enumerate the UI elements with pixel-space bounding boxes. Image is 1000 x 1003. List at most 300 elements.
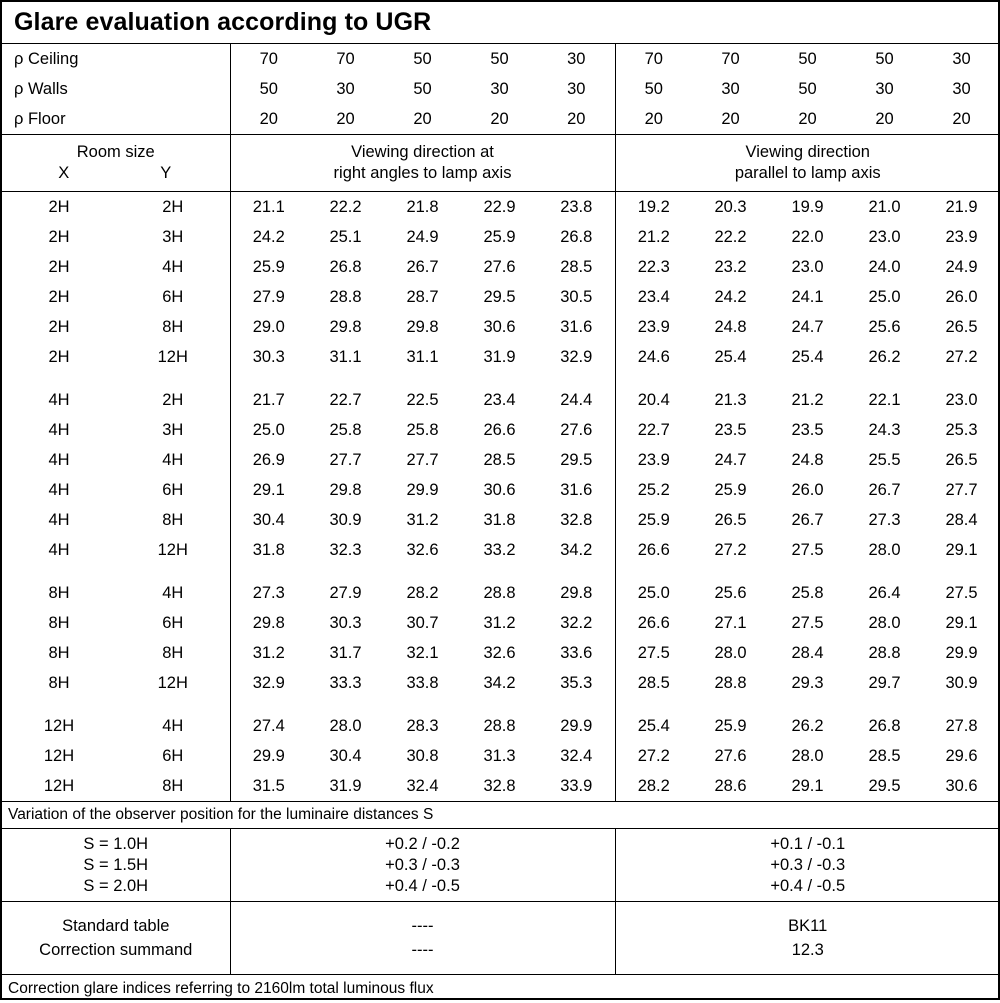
ugr-value-parallel: 26.0	[923, 282, 1000, 312]
ugr-value-parallel: 26.4	[846, 578, 923, 608]
table-row	[2, 44, 1000, 74]
ugr-value-perpendicular: 27.4	[230, 711, 307, 741]
spacer	[923, 565, 1000, 578]
room-size-x: 12H	[2, 771, 116, 801]
ugr-value-parallel: 24.2	[692, 282, 769, 312]
ugr-value-parallel: 27.2	[615, 741, 692, 771]
ugr-value-perpendicular: 32.8	[538, 505, 615, 535]
spacer	[307, 565, 384, 578]
ugr-value-parallel: 25.8	[769, 578, 846, 608]
room-size-x: 8H	[2, 578, 116, 608]
room-size-x-label: X	[14, 163, 114, 184]
room-size-y: 3H	[116, 415, 230, 445]
table-row	[2, 342, 1000, 372]
spacer	[846, 698, 923, 711]
room-size-y: 2H	[116, 192, 230, 222]
room-size-x: 2H	[2, 282, 116, 312]
ugr-value-parallel: 29.9	[923, 638, 1000, 668]
table-row	[2, 668, 1000, 698]
ugr-value-parallel: 28.4	[769, 638, 846, 668]
ugr-value-perpendicular: 21.8	[384, 192, 461, 222]
label-line-1: Viewing direction	[616, 142, 1000, 163]
ugr-value-perpendicular: 30.4	[230, 505, 307, 535]
ugr-value-perpendicular: 29.9	[384, 475, 461, 505]
label-line-2: right angles to lamp axis	[231, 163, 615, 184]
table-row	[2, 282, 1000, 312]
spacer	[116, 565, 230, 578]
spacer	[538, 565, 615, 578]
ugr-value-perpendicular: 26.9	[230, 445, 307, 475]
ugr-value-perpendicular: 25.1	[307, 222, 384, 252]
ugr-value-parallel: 27.3	[846, 505, 923, 535]
ugr-value-perpendicular: 25.0	[230, 415, 307, 445]
ugr-value-parallel: 21.3	[692, 385, 769, 415]
cell: 50	[615, 74, 692, 104]
spacer	[2, 372, 116, 385]
ugr-value-perpendicular: 28.8	[307, 282, 384, 312]
ugr-value-parallel: 21.9	[923, 192, 1000, 222]
ugr-value-perpendicular: 24.4	[538, 385, 615, 415]
spacer	[538, 372, 615, 385]
table-row	[2, 415, 1000, 445]
spacer	[923, 698, 1000, 711]
ugr-value-parallel: 23.2	[692, 252, 769, 282]
ugr-value-parallel: 25.9	[692, 711, 769, 741]
ugr-value-parallel: 24.1	[769, 282, 846, 312]
room-size-x: 8H	[2, 638, 116, 668]
ugr-value-parallel: 26.0	[769, 475, 846, 505]
spacer-row	[2, 372, 1000, 385]
ugr-value-perpendicular: 26.8	[538, 222, 615, 252]
cell: 50	[769, 44, 846, 74]
variation-values-perpendicular	[230, 829, 615, 902]
room-size-y: 6H	[116, 741, 230, 771]
spacer	[692, 698, 769, 711]
room-size-x: 4H	[2, 475, 116, 505]
ugr-value-perpendicular: 32.6	[384, 535, 461, 565]
cell: 20	[846, 104, 923, 135]
spacer	[692, 372, 769, 385]
variation-value: +0.4 / -0.5	[616, 876, 1000, 897]
spacer	[2, 565, 116, 578]
ugr-value-parallel: 20.4	[615, 385, 692, 415]
ugr-value-perpendicular: 29.8	[230, 608, 307, 638]
spacer	[384, 698, 461, 711]
ugr-value-perpendicular: 29.8	[384, 312, 461, 342]
spacer	[230, 565, 307, 578]
ugr-value-perpendicular: 30.8	[384, 741, 461, 771]
standard-value: ----	[231, 914, 615, 938]
room-size-title: Room size	[2, 142, 230, 163]
ugr-value-perpendicular: 22.9	[461, 192, 538, 222]
ugr-value-perpendicular: 22.2	[307, 192, 384, 222]
room-size-x: 12H	[2, 741, 116, 771]
spacer-row	[2, 698, 1000, 711]
variation-table	[2, 829, 1000, 975]
variation-note: Variation of the observer position for the luminaire distances S	[2, 802, 998, 828]
ugr-value-parallel: 25.3	[923, 415, 1000, 445]
cell: 20	[461, 104, 538, 135]
ugr-value-perpendicular: 27.6	[461, 252, 538, 282]
ugr-value-parallel: 29.1	[769, 771, 846, 801]
row-label-walls: ρ Walls	[2, 74, 230, 104]
room-size-y: 4H	[116, 252, 230, 282]
ugr-value-perpendicular: 34.2	[461, 668, 538, 698]
ugr-value-perpendicular: 22.5	[384, 385, 461, 415]
spacer	[538, 698, 615, 711]
cell: 20	[769, 104, 846, 135]
cell: 30	[923, 44, 1000, 74]
ugr-value-parallel: 23.9	[615, 312, 692, 342]
ugr-value-perpendicular: 26.6	[461, 415, 538, 445]
ugr-value-perpendicular: 25.8	[307, 415, 384, 445]
ugr-value-parallel: 26.7	[846, 475, 923, 505]
page-title: Glare evaluation according to UGR	[2, 2, 998, 43]
ugr-value-perpendicular: 31.2	[461, 608, 538, 638]
cell: 30	[846, 74, 923, 104]
ugr-value-perpendicular: 27.6	[538, 415, 615, 445]
ugr-value-perpendicular: 31.1	[307, 342, 384, 372]
ugr-value-perpendicular: 29.9	[230, 741, 307, 771]
ugr-value-parallel: 28.8	[846, 638, 923, 668]
table-row	[2, 771, 1000, 801]
ugr-value-perpendicular: 31.7	[307, 638, 384, 668]
ugr-value-parallel: 25.4	[692, 342, 769, 372]
cell: 70	[692, 44, 769, 74]
room-size-y: 12H	[116, 342, 230, 372]
spacer	[2, 698, 116, 711]
room-size-y: 6H	[116, 282, 230, 312]
room-size-x: 4H	[2, 385, 116, 415]
ugr-value-perpendicular: 26.8	[307, 252, 384, 282]
standard-label: Standard table	[2, 914, 230, 938]
ugr-value-parallel: 29.1	[923, 608, 1000, 638]
ugr-value-perpendicular: 23.8	[538, 192, 615, 222]
ugr-value-perpendicular: 32.3	[307, 535, 384, 565]
ugr-value-perpendicular: 29.5	[461, 282, 538, 312]
spacer	[846, 372, 923, 385]
ugr-value-perpendicular: 30.5	[538, 282, 615, 312]
ugr-value-parallel: 21.0	[846, 192, 923, 222]
ugr-value-parallel: 24.8	[692, 312, 769, 342]
room-size-y: 8H	[116, 312, 230, 342]
ugr-value-perpendicular: 31.1	[384, 342, 461, 372]
spacer	[461, 565, 538, 578]
ugr-value-perpendicular: 30.4	[307, 741, 384, 771]
cell: 20	[307, 104, 384, 135]
cell: 70	[230, 44, 307, 74]
ugr-value-perpendicular: 22.7	[307, 385, 384, 415]
ugr-value-parallel: 22.3	[615, 252, 692, 282]
table-row	[2, 505, 1000, 535]
room-size-y: 6H	[116, 608, 230, 638]
ugr-value-perpendicular: 23.4	[461, 385, 538, 415]
ugr-value-parallel: 30.9	[923, 668, 1000, 698]
ugr-value-parallel: 28.8	[692, 668, 769, 698]
variation-values-parallel	[615, 829, 1000, 902]
label-line-2: parallel to lamp axis	[616, 163, 1000, 184]
ugr-value-parallel: 25.6	[692, 578, 769, 608]
room-size-x: 4H	[2, 445, 116, 475]
ugr-value-perpendicular: 29.8	[307, 312, 384, 342]
ugr-value-parallel: 22.2	[692, 222, 769, 252]
cell: 30	[692, 74, 769, 104]
ugr-value-parallel: 29.6	[923, 741, 1000, 771]
ugr-value-parallel: 28.0	[846, 535, 923, 565]
spacer	[692, 565, 769, 578]
spacer	[769, 372, 846, 385]
spacer	[384, 565, 461, 578]
room-size-x: 8H	[2, 608, 116, 638]
ugr-value-perpendicular: 28.2	[384, 578, 461, 608]
table-row	[2, 222, 1000, 252]
ugr-value-parallel: 28.5	[846, 741, 923, 771]
ugr-value-parallel: 25.2	[615, 475, 692, 505]
ugr-value-perpendicular: 31.5	[230, 771, 307, 801]
ugr-value-perpendicular: 28.5	[538, 252, 615, 282]
room-size-header	[2, 135, 230, 192]
ugr-value-perpendicular: 28.0	[307, 711, 384, 741]
row-label-floor: ρ Floor	[2, 104, 230, 135]
room-size-x: 12H	[2, 711, 116, 741]
table-row	[2, 711, 1000, 741]
ugr-value-perpendicular: 28.3	[384, 711, 461, 741]
room-size-y: 4H	[116, 578, 230, 608]
cell: 50	[769, 74, 846, 104]
cell: 50	[846, 44, 923, 74]
ugr-value-parallel: 28.0	[769, 741, 846, 771]
ugr-value-perpendicular: 29.8	[307, 475, 384, 505]
ugr-value-perpendicular: 30.6	[461, 312, 538, 342]
table-row	[2, 252, 1000, 282]
ugr-value-perpendicular: 32.9	[230, 668, 307, 698]
variation-value: +0.2 / -0.2	[231, 834, 615, 855]
ugr-value-parallel: 23.5	[692, 415, 769, 445]
room-size-y: 4H	[116, 711, 230, 741]
ugr-value-parallel: 23.4	[615, 282, 692, 312]
ugr-value-perpendicular: 31.2	[230, 638, 307, 668]
ugr-value-perpendicular: 32.2	[538, 608, 615, 638]
ugr-value-perpendicular: 28.5	[461, 445, 538, 475]
ugr-value-perpendicular: 27.9	[230, 282, 307, 312]
ugr-value-parallel: 26.5	[692, 505, 769, 535]
ugr-value-perpendicular: 32.9	[538, 342, 615, 372]
cell: 30	[538, 74, 615, 104]
label-line-1: Viewing direction at	[231, 142, 615, 163]
spacer	[116, 698, 230, 711]
ugr-value-perpendicular: 31.2	[384, 505, 461, 535]
room-size-x: 2H	[2, 312, 116, 342]
ugr-value-parallel: 24.6	[615, 342, 692, 372]
table-row	[2, 192, 1000, 222]
ugr-value-parallel: 29.3	[769, 668, 846, 698]
table-row	[2, 578, 1000, 608]
ugr-value-perpendicular: 32.4	[384, 771, 461, 801]
room-size-y: 8H	[116, 771, 230, 801]
cell: 50	[230, 74, 307, 104]
ugr-value-parallel: 28.0	[846, 608, 923, 638]
ugr-value-perpendicular: 31.8	[461, 505, 538, 535]
ugr-value-perpendicular: 25.9	[461, 222, 538, 252]
row-label-ceiling: ρ Ceiling	[2, 44, 230, 74]
cell: 70	[615, 44, 692, 74]
ugr-value-parallel: 26.2	[769, 711, 846, 741]
room-size-x: 4H	[2, 505, 116, 535]
standard-values-parallel	[615, 902, 1000, 975]
ugr-value-perpendicular: 24.2	[230, 222, 307, 252]
table-row	[2, 829, 1000, 902]
ugr-value-parallel: 27.1	[692, 608, 769, 638]
cell: 20	[230, 104, 307, 135]
ugr-value-parallel: 27.7	[923, 475, 1000, 505]
ugr-value-parallel: 27.5	[923, 578, 1000, 608]
room-size-y: 4H	[116, 445, 230, 475]
ugr-value-parallel: 27.2	[923, 342, 1000, 372]
ugr-value-perpendicular: 32.6	[461, 638, 538, 668]
ugr-value-perpendicular: 30.3	[307, 608, 384, 638]
cell: 30	[307, 74, 384, 104]
table-row	[2, 741, 1000, 771]
room-size-y: 12H	[116, 668, 230, 698]
variation-value: +0.1 / -0.1	[616, 834, 1000, 855]
cell: 20	[615, 104, 692, 135]
room-size-x: 2H	[2, 252, 116, 282]
ugr-value-parallel: 29.7	[846, 668, 923, 698]
ugr-value-perpendicular: 30.3	[230, 342, 307, 372]
room-size-y: 2H	[116, 385, 230, 415]
ugr-value-perpendicular: 25.9	[230, 252, 307, 282]
ugr-value-perpendicular: 27.3	[230, 578, 307, 608]
room-size-x: 8H	[2, 668, 116, 698]
ugr-value-parallel: 25.5	[846, 445, 923, 475]
variation-label: S = 1.5H	[2, 855, 230, 876]
ugr-value-perpendicular: 21.7	[230, 385, 307, 415]
cell: 70	[307, 44, 384, 74]
ugr-value-parallel: 28.2	[615, 771, 692, 801]
room-size-y: 8H	[116, 505, 230, 535]
spacer	[384, 372, 461, 385]
ugr-value-parallel: 21.2	[615, 222, 692, 252]
table-row	[2, 638, 1000, 668]
ugr-value-parallel: 29.1	[923, 535, 1000, 565]
ugr-value-parallel: 23.5	[769, 415, 846, 445]
ugr-value-perpendicular: 27.7	[307, 445, 384, 475]
room-size-y: 8H	[116, 638, 230, 668]
ugr-value-perpendicular: 28.8	[461, 578, 538, 608]
ugr-value-perpendicular: 24.9	[384, 222, 461, 252]
ugr-value-parallel: 28.0	[692, 638, 769, 668]
ugr-value-perpendicular: 29.0	[230, 312, 307, 342]
ugr-value-parallel: 26.2	[846, 342, 923, 372]
ugr-value-perpendicular: 28.8	[461, 711, 538, 741]
room-size-x: 4H	[2, 415, 116, 445]
cell: 50	[384, 44, 461, 74]
table-row	[2, 475, 1000, 505]
variation-label: S = 1.0H	[2, 834, 230, 855]
spacer	[769, 565, 846, 578]
ugr-value-parallel: 25.9	[615, 505, 692, 535]
ugr-value-perpendicular: 35.3	[538, 668, 615, 698]
ugr-value-perpendicular: 30.7	[384, 608, 461, 638]
reflectance-header-table	[2, 44, 1000, 135]
spacer	[615, 372, 692, 385]
ugr-value-perpendicular: 29.1	[230, 475, 307, 505]
ugr-value-perpendicular: 27.7	[384, 445, 461, 475]
spacer	[230, 698, 307, 711]
spacer-row	[2, 565, 1000, 578]
room-size-y: 6H	[116, 475, 230, 505]
ugr-value-perpendicular: 30.6	[461, 475, 538, 505]
spacer	[230, 372, 307, 385]
cell: 20	[538, 104, 615, 135]
cell: 30	[923, 74, 1000, 104]
standard-values-perpendicular	[230, 902, 615, 975]
ugr-value-parallel: 23.0	[846, 222, 923, 252]
ugr-value-parallel: 19.9	[769, 192, 846, 222]
ugr-value-perpendicular: 21.1	[230, 192, 307, 222]
ugr-value-parallel: 26.6	[615, 535, 692, 565]
table-row	[2, 74, 1000, 104]
room-size-y-label: Y	[114, 163, 218, 184]
ugr-value-parallel: 25.0	[846, 282, 923, 312]
ugr-value-perpendicular: 33.2	[461, 535, 538, 565]
ugr-value-parallel: 24.7	[769, 312, 846, 342]
ugr-value-parallel: 19.2	[615, 192, 692, 222]
table-row	[2, 445, 1000, 475]
ugr-value-parallel: 22.7	[615, 415, 692, 445]
variation-value: +0.4 / -0.5	[231, 876, 615, 897]
viewing-direction-perpendicular-header	[230, 135, 615, 192]
ugr-value-perpendicular: 33.9	[538, 771, 615, 801]
cell: 50	[461, 44, 538, 74]
spacer	[116, 372, 230, 385]
variation-value: +0.3 / -0.3	[231, 855, 615, 876]
ugr-value-parallel: 23.9	[615, 445, 692, 475]
cell: 50	[384, 74, 461, 104]
ugr-value-parallel: 20.3	[692, 192, 769, 222]
table-row	[2, 608, 1000, 638]
ugr-value-parallel: 25.0	[615, 578, 692, 608]
ugr-value-perpendicular: 29.8	[538, 578, 615, 608]
spacer	[769, 698, 846, 711]
ugr-value-perpendicular: 31.9	[307, 771, 384, 801]
room-size-y: 3H	[116, 222, 230, 252]
ugr-value-perpendicular: 32.4	[538, 741, 615, 771]
table-row	[2, 312, 1000, 342]
ugr-value-parallel: 28.6	[692, 771, 769, 801]
ugr-value-perpendicular: 32.1	[384, 638, 461, 668]
table-row	[2, 104, 1000, 135]
ugr-value-parallel: 27.8	[923, 711, 1000, 741]
footer-note: Correction glare indices referring to 2160lm total luminous flux	[2, 975, 998, 1003]
ugr-value-perpendicular: 30.9	[307, 505, 384, 535]
standard-value: ----	[231, 938, 615, 962]
ugr-value-perpendicular: 27.9	[307, 578, 384, 608]
ugr-value-parallel: 27.6	[692, 741, 769, 771]
ugr-value-parallel: 27.5	[615, 638, 692, 668]
standard-labels	[2, 902, 230, 975]
ugr-value-parallel: 26.6	[615, 608, 692, 638]
cell: 30	[538, 44, 615, 74]
ugr-value-perpendicular: 28.7	[384, 282, 461, 312]
ugr-value-parallel: 22.1	[846, 385, 923, 415]
table-row	[2, 535, 1000, 565]
ugr-value-parallel: 24.8	[769, 445, 846, 475]
table-row	[2, 385, 1000, 415]
ugr-value-parallel: 24.7	[692, 445, 769, 475]
ugr-value-perpendicular: 25.8	[384, 415, 461, 445]
ugr-value-perpendicular: 31.8	[230, 535, 307, 565]
